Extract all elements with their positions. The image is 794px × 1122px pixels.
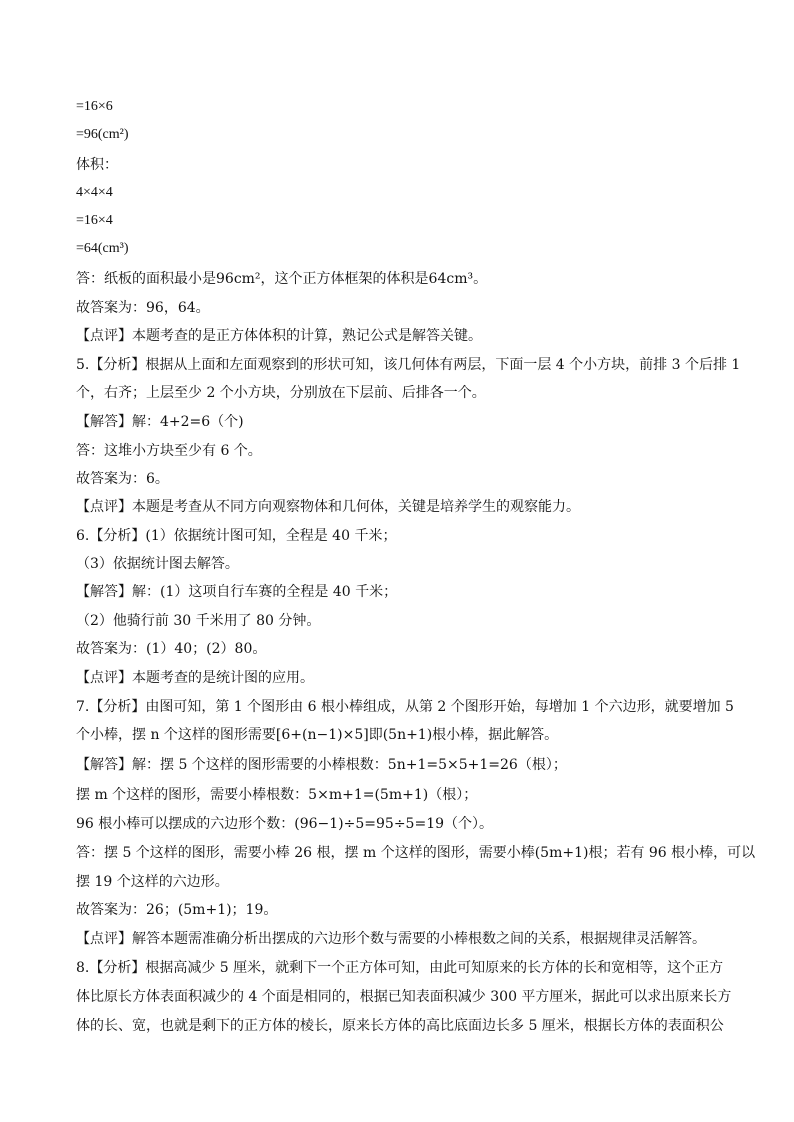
text-line: =16×4 <box>76 213 113 228</box>
text-line: 个小棒，摆 n 个这样的图形需要[6+(n−1)×5]即(5n+1)根小棒，据此解答。 <box>76 727 559 743</box>
text-line: 8.【分析】根据高减少 5 厘米，就剩下一个正方体可知，由此可知原来的长方体的长和宽相等，这个正方 <box>76 960 724 976</box>
text-line: 【点评】本题考查的是正方体体积的计算，熟记公式是解答关键。 <box>76 328 482 344</box>
text-line: 个，右齐；上层至少 2 个小方块，分别放在下层前、后排各一个。 <box>76 385 486 401</box>
text-line: 【解答】解：(1）这项自行车赛的全程是 40 千米； <box>76 584 398 600</box>
text-line: =96(cm²) <box>76 127 129 142</box>
text-line: 5.【分析】根据从上面和左面观察到的形状可知，该几何体有两层，下面一层 4 个小方块，前排 3 个后排 1 <box>76 357 741 373</box>
text-line: 体积： <box>76 157 118 173</box>
text-line: 答：摆 5 个这样的图形，需要小棒 26 根，摆 m 个这样的图形，需要小棒(5m+1)根；若有 96 根小棒，可以 <box>76 845 756 861</box>
text-line: =64(cm³) <box>76 241 129 256</box>
text-line: 故答案为：6。 <box>76 471 169 487</box>
text-line: 7.【分析】由图可知，第 1 个图形由 6 根小棒组成，从第 2 个图形开始，每增加 1 个六边形，就要增加 5 <box>76 699 734 715</box>
text-line: 【解答】解：4+2=6（个) <box>76 414 244 430</box>
text-line: 【点评】解答本题需准确分析出摆成的六边形个数与需要的小棒根数之间的关系，根据规律灵活解答。 <box>76 931 706 947</box>
text-line: 【点评】本题是考查从不同方向观察物体和几何体，关键是培养学生的观察能力。 <box>76 499 580 515</box>
text-line: 96 根小棒可以摆成的六边形个数：(96−1)÷5=95÷5=19（个）。 <box>76 816 494 832</box>
text-line: 故答案为：96，64。 <box>76 300 210 316</box>
text-line: 摆 m 个这样的图形，需要小棒根数：5×m+1=(5m+1)（根）； <box>76 787 478 803</box>
text-line: 【解答】解：摆 5 个这样的图形需要的小棒根数：5n+1=5×5+1=26（根）； <box>76 757 567 773</box>
text-line: 体比原长方体表面积减少的 4 个面是相同的，根据已知表面积减少 300 平方厘米，据此可以求出原来长方 <box>76 989 732 1005</box>
text-line: 体的长、宽，也就是剩下的正方体的棱长，原来长方体的高比底面边长多 5 厘米，根据长方体的表面积公 <box>76 1018 724 1034</box>
text-line: （3）依据统计图去解答。 <box>76 556 239 572</box>
text-line: =16×6 <box>76 99 113 114</box>
text-line: 【点评】本题考查的是统计图的应用。 <box>76 670 314 686</box>
text-line: 6.【分析】(1）依据统计图可知，全程是 40 千米； <box>76 528 397 544</box>
text-line: 摆 19 个这样的六边形。 <box>76 874 229 890</box>
text-line: 答：这堆小方块至少有 6 个。 <box>76 443 262 459</box>
text-line: 答：纸板的面积最小是96cm²，这个正方体框架的体积是64cm³。 <box>76 271 488 287</box>
text-line: 故答案为：26；(5m+1)；19。 <box>76 902 278 918</box>
text-line: 4×4×4 <box>76 185 113 200</box>
text-line: 故答案为：(1）40；(2）80。 <box>76 641 267 657</box>
text-line: （2）他骑行前 30 千米用了 80 分钟。 <box>76 613 321 629</box>
